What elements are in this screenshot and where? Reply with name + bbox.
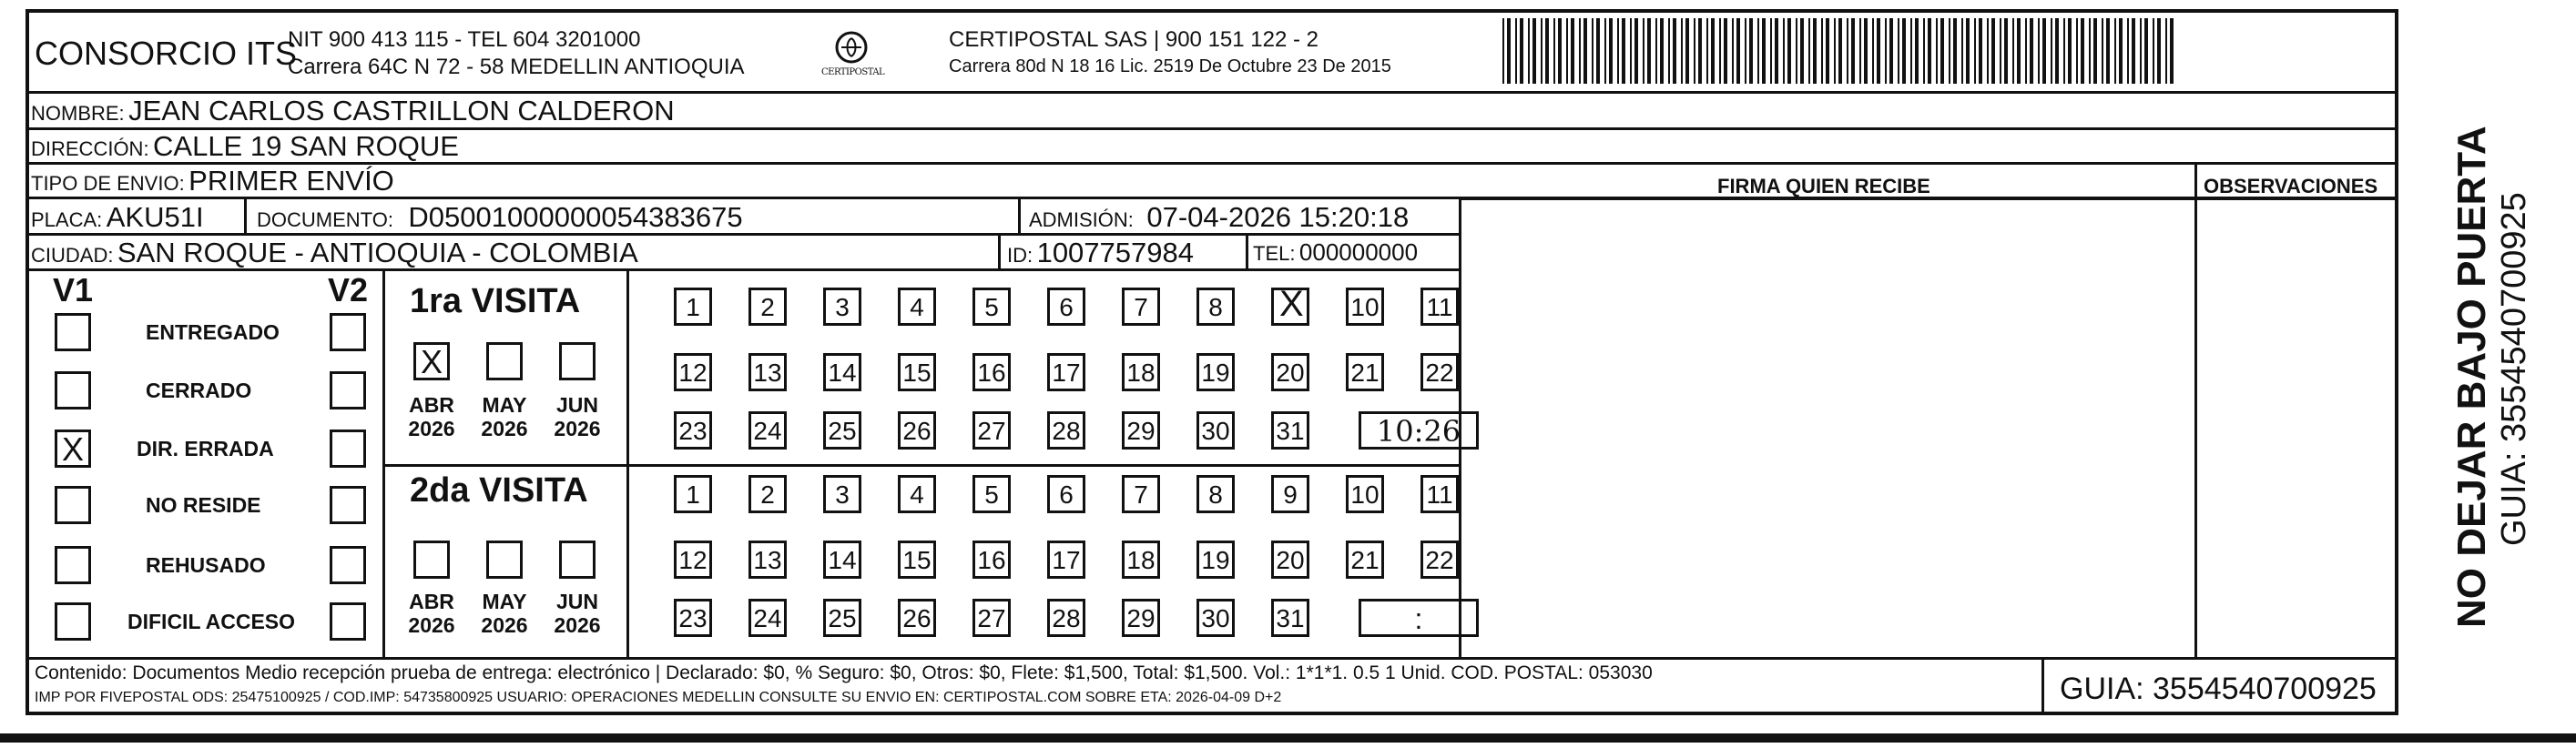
tipo-value: PRIMER ENVÍO: [188, 165, 394, 197]
courier-line: CERTIPOSTAL SAS | 900 151 122 - 2: [949, 27, 1319, 52]
barcode-bar: [1622, 18, 1625, 84]
v2-checkbox[interactable]: [330, 430, 366, 468]
month-name: MAY: [482, 393, 527, 417]
day-box[interactable]: 13: [748, 353, 787, 391]
day-box[interactable]: 8: [1196, 475, 1235, 513]
courier-address: Carrera 80d N 18 16 Lic. 2519 De Octubre 23 De 2015: [949, 56, 1391, 76]
direccion-value: CALLE 19 SAN ROQUE: [153, 130, 459, 162]
rule: [998, 234, 1001, 270]
day-box[interactable]: 21: [1346, 353, 1384, 391]
barcode-bar: [2157, 18, 2161, 84]
barcode-bar: [2017, 18, 2021, 84]
rule: [244, 197, 247, 234]
ciudad-value: SAN ROQUE - ANTIOQUIA - COLOMBIA: [117, 237, 638, 268]
month-checkbox[interactable]: [559, 342, 596, 380]
barcode-bar: [1698, 18, 1702, 84]
nombre-label: NOMBRE:: [31, 102, 125, 125]
barcode-bar: [1902, 18, 1906, 84]
documento-value: D05001000000054383675: [408, 201, 743, 233]
barcode-bar: [1673, 18, 1676, 84]
visit2-title: 2da VISITA: [410, 471, 588, 510]
barcode-bar: [1579, 18, 1581, 84]
barcode-bar: [2170, 18, 2174, 84]
barcode-bar: [1872, 18, 1874, 84]
barcode-bar: [1910, 18, 1912, 84]
day-box[interactable]: 3: [823, 288, 861, 326]
day-box[interactable]: 15: [898, 541, 936, 579]
placa-value: AKU51I: [106, 201, 204, 233]
imp-text: IMP POR FIVEPOSTAL ODS: 25475100925 / COD.IMP: 54735800925 USUARIO: OPERACIONES MEDELLIN CONSULTE SU ENVIO EN: CERTIPOSTAL.COM SOBRE ETA: 2026-04-09 D+2: [35, 690, 1282, 705]
day-box[interactable]: 6: [1047, 288, 1085, 326]
month-year: 2026: [554, 417, 601, 440]
firma-header: FIRMA QUIEN RECIBE: [1717, 175, 1930, 197]
admision-label: ADMISIÓN:: [1029, 208, 1134, 231]
day-box[interactable]: 5: [972, 475, 1011, 513]
v1-checkbox[interactable]: [55, 546, 91, 584]
barcode-bar: [1762, 18, 1766, 84]
barcode-bar: [1566, 18, 1568, 84]
day-box[interactable]: 18: [1122, 353, 1160, 391]
address-line: Carrera 64C N 72 - 58 MEDELLIN ANTIOQUIA: [288, 55, 745, 79]
barcode-bar: [1757, 18, 1759, 84]
day-box[interactable]: 14: [823, 541, 861, 579]
barcode-bar: [1864, 18, 1868, 84]
barcode-bar: [1851, 18, 1855, 84]
barcode-bar: [1979, 18, 1982, 84]
barcode-bar: [1949, 18, 1950, 84]
month-name: JUN: [555, 393, 598, 417]
day-box[interactable]: 3: [823, 475, 861, 513]
barcode-bar: [1808, 18, 1810, 84]
day-box[interactable]: 2: [748, 288, 787, 326]
v2-checkbox[interactable]: [330, 546, 366, 584]
day-box[interactable]: 22: [1420, 541, 1459, 579]
day-box[interactable]: 7: [1122, 475, 1160, 513]
id-field: [1007, 237, 1194, 269]
day-box[interactable]: 27: [972, 411, 1011, 450]
barcode-bar: [1889, 18, 1893, 84]
time-box[interactable]: 10:26: [1359, 411, 1479, 450]
day-box[interactable]: 16: [972, 541, 1011, 579]
barcode-bar: [2102, 18, 2103, 84]
barcode-bar: [1711, 18, 1715, 84]
day-box[interactable]: 2: [748, 475, 787, 513]
barcode-bar: [2127, 18, 2129, 84]
barcode-bar: [2114, 18, 2116, 84]
day-box[interactable]: 20: [1271, 541, 1309, 579]
ciudad-label: CIUDAD:: [31, 244, 114, 267]
barcode-bar: [2055, 18, 2059, 84]
admision-value: 07-04-2026 15:20:18: [1146, 201, 1410, 233]
nombre-value: JEAN CARLOS CASTRILLON CALDERON: [128, 95, 675, 126]
barcode-bar: [2030, 18, 2033, 84]
month-checkbox[interactable]: X: [413, 342, 450, 380]
day-box[interactable]: 15: [898, 353, 936, 391]
day-box[interactable]: 19: [1196, 353, 1235, 391]
day-box[interactable]: 7: [1122, 288, 1160, 326]
v2-checkbox[interactable]: [330, 313, 366, 351]
tel-label: TEL:: [1253, 242, 1296, 265]
rule: [626, 269, 629, 657]
day-box[interactable]: 13: [748, 541, 787, 579]
id-label: ID:: [1007, 244, 1033, 267]
day-box[interactable]: 1: [674, 475, 712, 513]
month-year: 2026: [554, 613, 601, 637]
barcode-bar: [2144, 18, 2148, 84]
month-year: 2026: [481, 613, 528, 637]
day-box[interactable]: 29: [1122, 411, 1160, 450]
day-box[interactable]: 26: [898, 411, 936, 450]
day-box[interactable]: 4: [898, 475, 936, 513]
barcode-bar: [1724, 18, 1727, 84]
day-box[interactable]: 6: [1047, 475, 1085, 513]
v1-checkbox[interactable]: [55, 371, 91, 409]
barcode-bar: [1923, 18, 1925, 84]
barcode-bar: [2000, 18, 2001, 84]
placa-field: [31, 201, 204, 234]
barcode-bar: [1770, 18, 1772, 84]
barcode-bar: [2004, 18, 2008, 84]
day-box[interactable]: 21: [1346, 541, 1384, 579]
day-box[interactable]: 28: [1047, 599, 1085, 637]
day-box[interactable]: 22: [1420, 353, 1459, 391]
barcode-bar: [2119, 18, 2123, 84]
v1-checkbox[interactable]: X: [55, 430, 91, 468]
rule: [1246, 234, 1248, 270]
v2-checkbox[interactable]: [330, 486, 366, 524]
barcode: [1502, 18, 2176, 84]
day-box[interactable]: 12: [674, 353, 712, 391]
barcode-bar: [1592, 18, 1593, 84]
month-name: MAY: [482, 590, 527, 613]
barcode-bar: [2068, 18, 2072, 84]
day-box[interactable]: 16: [972, 353, 1011, 391]
barcode-bar: [1834, 18, 1836, 84]
status-label: DIFICIL ACCESO: [127, 610, 296, 633]
barcode-bar: [1898, 18, 1899, 84]
month-name: ABR: [409, 393, 454, 417]
barcode-bar: [1630, 18, 1632, 84]
tel-field: [1253, 238, 1418, 267]
barcode-bar: [1571, 18, 1574, 84]
barcode-bar: [1681, 18, 1683, 84]
v1-checkbox[interactable]: [55, 602, 91, 641]
direccion-row: [31, 130, 459, 163]
barcode-bar: [1783, 18, 1785, 84]
barcode-bar: [1940, 18, 1944, 84]
month-year: 2026: [408, 613, 455, 637]
day-box[interactable]: 11: [1420, 475, 1459, 513]
day-box[interactable]: 26: [898, 599, 936, 637]
month-checkbox[interactable]: [486, 541, 523, 579]
tel-value: 000000000: [1298, 238, 1419, 266]
day-box[interactable]: [1271, 284, 1309, 326]
day-box[interactable]: 25: [823, 599, 861, 637]
status-label: ENTREGADO: [146, 320, 280, 344]
barcode-bar: [2093, 18, 2097, 84]
barcode-bar: [1643, 18, 1644, 84]
barcode-bar: [1826, 18, 1829, 84]
day-box[interactable]: 11: [1420, 288, 1459, 326]
barcode-bar: [2140, 18, 2142, 84]
barcode-bar: [1732, 18, 1734, 84]
barcode-bar: [1775, 18, 1778, 84]
v2-checkbox[interactable]: [330, 602, 366, 641]
day-box[interactable]: 27: [972, 599, 1011, 637]
barcode-bar: [1647, 18, 1651, 84]
barcode-bar: [1838, 18, 1842, 84]
day-box[interactable]: 31: [1271, 411, 1309, 450]
v1-checkbox[interactable]: [55, 313, 91, 351]
day-box[interactable]: 31: [1271, 599, 1309, 637]
day-box[interactable]: 8: [1196, 288, 1235, 326]
barcode-bar: [1800, 18, 1804, 84]
day-box[interactable]: 10: [1346, 475, 1384, 513]
barcode-bar: [1685, 18, 1689, 84]
barcode-bar: [1953, 18, 1957, 84]
barcode-bar: [1668, 18, 1670, 84]
barcode-bar: [1502, 18, 1504, 84]
v1-label: V1: [53, 271, 94, 308]
day-box[interactable]: 19: [1196, 541, 1235, 579]
documento-label: DOCUMENTO:: [257, 208, 393, 231]
admision-field: [1029, 201, 1409, 234]
barcode-bar: [1553, 18, 1555, 84]
barcode-bar: [1928, 18, 1931, 84]
day-box[interactable]: 20: [1271, 353, 1309, 391]
barcode-bar: [1787, 18, 1791, 84]
tipo-row: [31, 165, 394, 197]
status-label: DIR. ERRADA: [137, 437, 274, 460]
direccion-label: DIRECCIÓN:: [31, 137, 149, 160]
day-box[interactable]: 14: [823, 353, 861, 391]
id-value: 1007757984: [1036, 237, 1194, 268]
month-year: 2026: [408, 417, 455, 440]
barcode-bar: [2012, 18, 2014, 84]
barcode-bar: [1634, 18, 1638, 84]
barcode-bar: [1961, 18, 1963, 84]
barcode-bar: [1596, 18, 1600, 84]
barcode-bar: [2076, 18, 2078, 84]
day-box[interactable]: 18: [1122, 541, 1160, 579]
barcode-bar: [1617, 18, 1619, 84]
barcode-bar: [2063, 18, 2065, 84]
day-box[interactable]: 25: [823, 411, 861, 450]
barcode-bar: [2153, 18, 2154, 84]
barcode-bar: [1991, 18, 1995, 84]
day-box[interactable]: 9: [1271, 475, 1309, 513]
day-box[interactable]: 5: [972, 288, 1011, 326]
barcode-bar: [1859, 18, 1861, 84]
time-box[interactable]: :: [1359, 599, 1479, 637]
company-name: CONSORCIO ITS: [35, 35, 298, 72]
status-label: CERRADO: [146, 379, 252, 402]
barcode-bar: [1520, 18, 1523, 84]
day-box[interactable]: 29: [1122, 599, 1160, 637]
day-box[interactable]: 17: [1047, 541, 1085, 579]
day-box[interactable]: 28: [1047, 411, 1085, 450]
barcode-bar: [1583, 18, 1587, 84]
barcode-bar: [2165, 18, 2167, 84]
logo-text: CERTIPOSTAL: [821, 67, 885, 77]
footer-guia: GUIA: 3554540700925: [2060, 672, 2377, 706]
v2-checkbox[interactable]: [330, 371, 366, 409]
day-box[interactable]: 30: [1196, 411, 1235, 450]
barcode-bar: [1515, 18, 1517, 84]
barcode-bar: [1736, 18, 1740, 84]
day-box[interactable]: 23: [674, 599, 712, 637]
barcode-bar: [2081, 18, 2084, 84]
barcode-bar: [1507, 18, 1511, 84]
month-year: 2026: [481, 417, 528, 440]
day-box[interactable]: 24: [748, 411, 787, 450]
nit-line: NIT 900 413 115 - TEL 604 3201000: [288, 27, 641, 52]
tipo-label: TIPO DE ENVIO:: [31, 172, 185, 195]
barcode-bar: [1974, 18, 1976, 84]
barcode-bar: [1545, 18, 1549, 84]
barcode-bar: [1915, 18, 1919, 84]
month-name: ABR: [409, 590, 454, 613]
nombre-row: [31, 95, 675, 127]
rule: [2041, 657, 2044, 715]
month-name: JUN: [555, 590, 598, 613]
rule: [1018, 197, 1021, 234]
barcode-bar: [1796, 18, 1797, 84]
barcode-bar: [1604, 18, 1606, 84]
day-box[interactable]: 24: [748, 599, 787, 637]
rule: [2194, 162, 2197, 657]
barcode-bar: [2038, 18, 2040, 84]
day-mark: X: [1279, 284, 1304, 324]
barcode-bar: [2025, 18, 2027, 84]
rule: [382, 269, 385, 657]
barcode-bar: [1719, 18, 1721, 84]
status-label: NO RESIDE: [146, 493, 261, 517]
bottom-rule: [0, 733, 2576, 743]
day-box[interactable]: 4: [898, 288, 936, 326]
barcode-bar: [2051, 18, 2052, 84]
month-checkbox[interactable]: [559, 541, 596, 579]
barcode-bar: [1749, 18, 1753, 84]
documento-field: [257, 201, 743, 234]
barcode-bar: [1885, 18, 1887, 84]
barcode-bar: [2089, 18, 2091, 84]
day-box[interactable]: 10: [1346, 288, 1384, 326]
side-warning: NO DEJAR BAJO PUERTA: [2449, 126, 2494, 628]
barcode-bar: [1745, 18, 1746, 84]
ciudad-field: [31, 237, 638, 269]
day-box[interactable]: 23: [674, 411, 712, 450]
barcode-bar: [2042, 18, 2046, 84]
barcode-bar: [1532, 18, 1536, 84]
rule: [25, 91, 2398, 94]
barcode-bar: [2132, 18, 2135, 84]
contenido-text: Contenido: Documentos Medio recepción prueba de entrega: electrónico | Declarado: $0, % Seguro: $0, Otros: $0, Flete: $1,500, Total: $1,500. Vol.: 1*1*1. 0.5 1 Unid. COD. POSTAL: 053030: [35, 662, 1653, 683]
barcode-bar: [2106, 18, 2110, 84]
barcode-bar: [1936, 18, 1938, 84]
placa-label: PLACA:: [31, 208, 103, 231]
v2-label: V2: [328, 271, 369, 308]
month-checkbox[interactable]: [486, 342, 523, 380]
barcode-bar: [1528, 18, 1530, 84]
barcode-bar: [1694, 18, 1695, 84]
barcode-bar: [1877, 18, 1880, 84]
side-guia: GUIA: 3554540700925: [2495, 192, 2533, 546]
barcode-bar: [1987, 18, 1989, 84]
barcode-bar: [1609, 18, 1613, 84]
visit1-title: 1ra VISITA: [410, 282, 581, 320]
barcode-bar: [1847, 18, 1848, 84]
barcode-bar: [1706, 18, 1708, 84]
v1-checkbox[interactable]: [55, 486, 91, 524]
day-box[interactable]: 12: [674, 541, 712, 579]
status-label: REHUSADO: [146, 553, 266, 577]
day-box[interactable]: 30: [1196, 599, 1235, 637]
barcode-bar: [1821, 18, 1823, 84]
day-box[interactable]: 17: [1047, 353, 1085, 391]
courier-logo: [820, 27, 883, 82]
month-checkbox[interactable]: [413, 541, 450, 579]
barcode-bar: [1660, 18, 1664, 84]
barcode-bar: [1558, 18, 1562, 84]
day-box[interactable]: 1: [674, 288, 712, 326]
barcode-bar: [1541, 18, 1543, 84]
observaciones-header: OBSERVACIONES: [2204, 175, 2378, 197]
barcode-bar: [1655, 18, 1657, 84]
barcode-bar: [1966, 18, 1970, 84]
rule: [383, 464, 1460, 467]
barcode-bar: [1813, 18, 1817, 84]
